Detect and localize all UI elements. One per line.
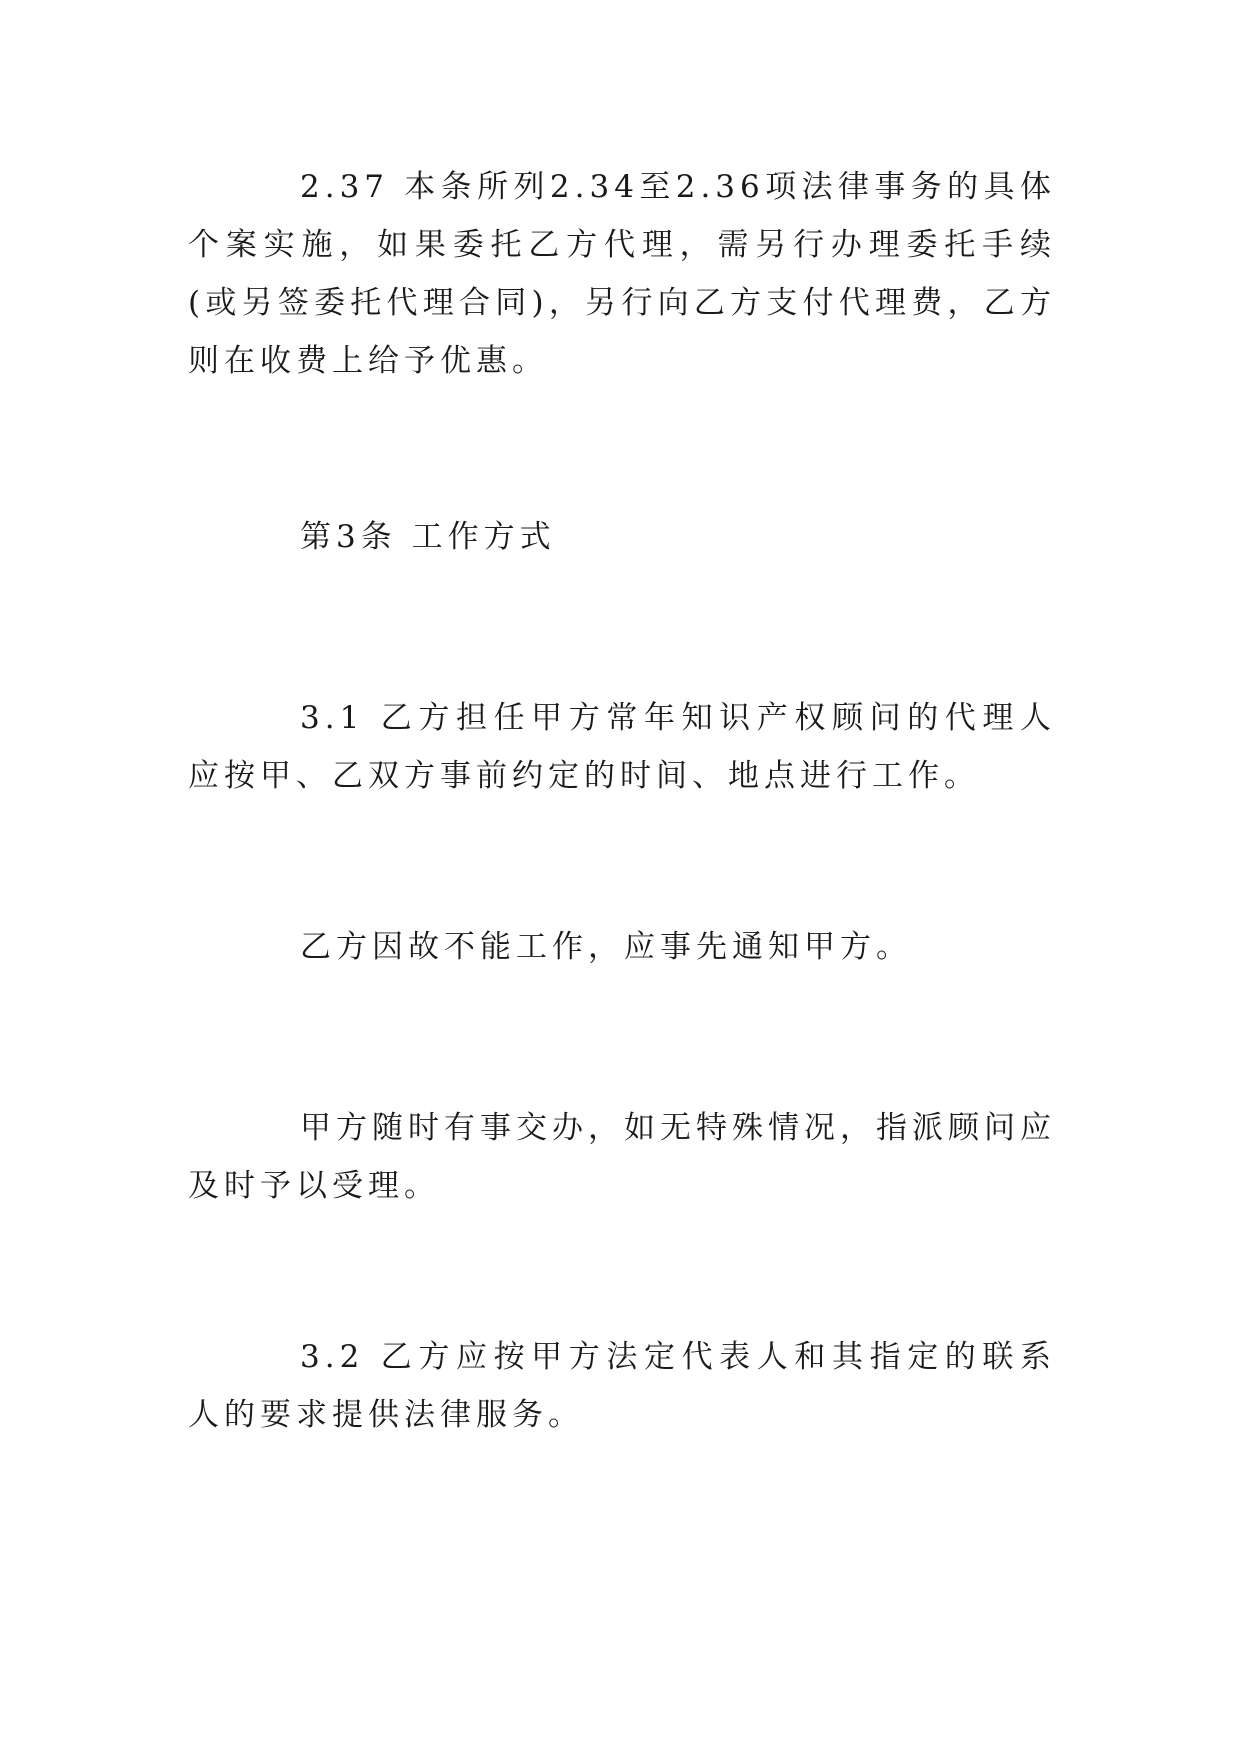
paragraph-absence-notice: 乙方因故不能工作，应事先通知甲方。 [300,929,912,965]
paragraph-assignment: 甲方随时有事交办，如无特殊情况，指派顾问应及时予以受理。 [188,1110,1056,1204]
paragraph-3-1: 3.1 乙方担任甲方常年知识产权顾问的代理人应按甲、乙双方事前约定的时间、地点进行工作。 [188,700,1056,794]
paragraph-2-37: 2.37 本条所列2.34至2.36项法律事务的具体个案实施，如果委托乙方代理，需另行办理委托手续(或另签委托代理合同)，另行向乙方支付代理费，乙方则在收费上给予优惠。 [188,169,1056,379]
section-heading-article-3: 第3条 工作方式 [300,519,556,555]
paragraph-3-2: 3.2 乙方应按甲方法定代表人和其指定的联系人的要求提供法律服务。 [188,1339,1056,1433]
